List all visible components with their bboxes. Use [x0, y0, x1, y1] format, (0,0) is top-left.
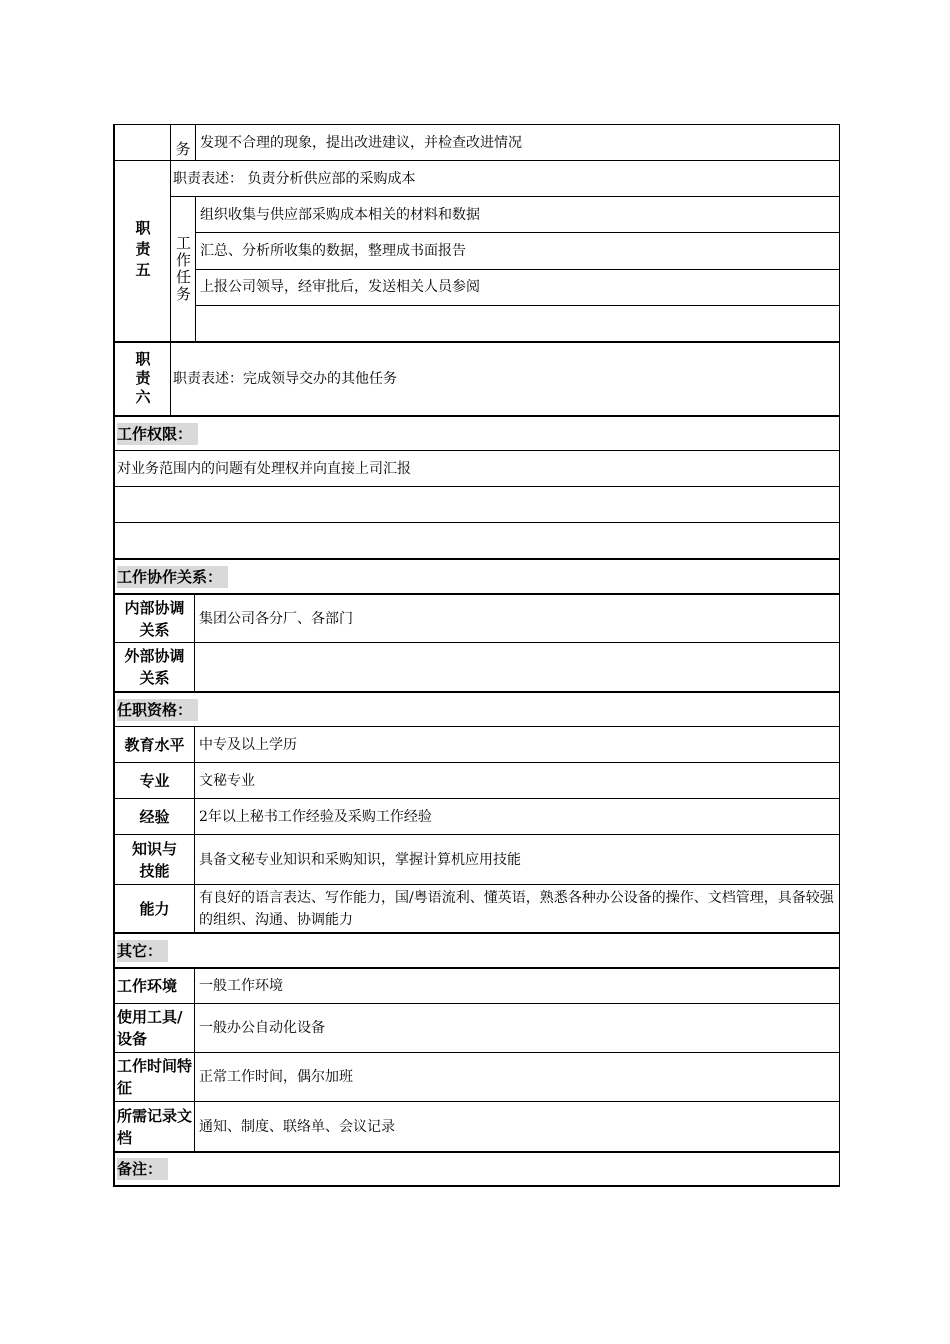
other-label: 工作环境: [115, 969, 195, 1003]
authority-header: 工作权限：: [117, 423, 198, 445]
authority-row: [115, 450, 839, 486]
duty6-label: 职责六: [115, 343, 171, 415]
qualification-label: 能力: [115, 885, 195, 932]
internal-coordination-label: 内部协调关系: [115, 595, 195, 642]
other-row: [115, 1003, 839, 1052]
external-coordination-label: 外部协调关系: [115, 643, 195, 691]
other-label: 使用工具/设备: [115, 1004, 195, 1052]
other-row: [115, 1101, 839, 1151]
authority-row: [115, 522, 839, 558]
internal-coordination-row: [115, 593, 839, 642]
other-header: 其它：: [117, 940, 168, 962]
qualification-row: [115, 762, 839, 798]
qualification-value: 2年以上秘书工作经验及采购工作经验: [199, 808, 432, 825]
authority-text: 对业务范围内的问题有处理权并向直接上司汇报: [117, 460, 411, 477]
duty6-desc: 职责表述：完成领导交办的其他任务: [173, 371, 397, 387]
qualification-row: [115, 834, 839, 884]
authority-row: [115, 486, 839, 522]
qualification-label: 专业: [115, 763, 195, 798]
notes-header: 备注：: [117, 1158, 168, 1180]
prev-task-fragment: 务: [171, 125, 196, 160]
qualification-value: 具备文秘专业知识和采购知识，掌握计算机应用技能: [199, 851, 521, 868]
qualification-row: [115, 798, 839, 834]
authority-header-row: [115, 415, 839, 450]
job-description-table: [113, 124, 840, 1187]
collaboration-header-row: [115, 558, 839, 593]
duty5-prev-task-row: [115, 124, 839, 160]
other-label: 工作时间特征: [115, 1053, 195, 1101]
qualification-value: 有良好的语言表达、写作能力，国/粤语流利、懂英语，熟悉各种办公设备的操作、文档管理，具备较强的组织、沟通、协调能力: [199, 889, 834, 928]
other-row: [115, 1052, 839, 1101]
notes-row: [115, 1151, 839, 1187]
internal-coordination-value: 集团公司各分厂、各部门: [199, 610, 353, 627]
duty5-task: 汇总、分析所收集的数据，整理成书面报告: [196, 232, 839, 268]
duty5-task: [196, 305, 839, 341]
duty5-task: 上报公司领导，经审批后，发送相关人员参阅: [196, 269, 839, 305]
duty5-desc: 职责表述： 负责分析供应部的采购成本: [173, 170, 416, 187]
qualifications-header: 任职资格：: [117, 699, 198, 721]
duty5-label: 职责五: [115, 161, 171, 341]
qualification-row: [115, 726, 839, 762]
duty5-block: [115, 160, 839, 341]
external-coordination-row: [115, 642, 839, 691]
other-value: 通知、制度、联络单、会议记录: [199, 1118, 395, 1135]
collaboration-header: 工作协作关系：: [117, 566, 228, 588]
duty5-task: 组织收集与供应部采购成本相关的材料和数据: [200, 206, 480, 223]
other-value: 一般办公自动化设备: [199, 1020, 325, 1036]
other-value: 正常工作时间，偶尔加班: [199, 1069, 353, 1085]
other-label: 所需记录文档: [115, 1102, 195, 1151]
qualification-row: [115, 884, 839, 932]
duty5-task-label: 工作任务: [171, 197, 196, 341]
qualification-value: 中专及以上学历: [199, 736, 297, 753]
qualification-label: 教育水平: [115, 727, 195, 762]
qualification-label: 知识与技能: [115, 835, 195, 884]
qualifications-header-row: [115, 691, 839, 726]
duty6-row: [115, 341, 839, 415]
qualification-value: 文秘专业: [199, 772, 255, 789]
external-coordination-value: [195, 643, 839, 691]
other-row: [115, 967, 839, 1003]
other-value: 一般工作环境: [199, 978, 283, 994]
qualification-label: 经验: [115, 799, 195, 834]
prev-task-text: 发现不合理的现象，提出改进建议，并检查改进情况: [200, 134, 522, 151]
other-header-row: [115, 932, 839, 967]
